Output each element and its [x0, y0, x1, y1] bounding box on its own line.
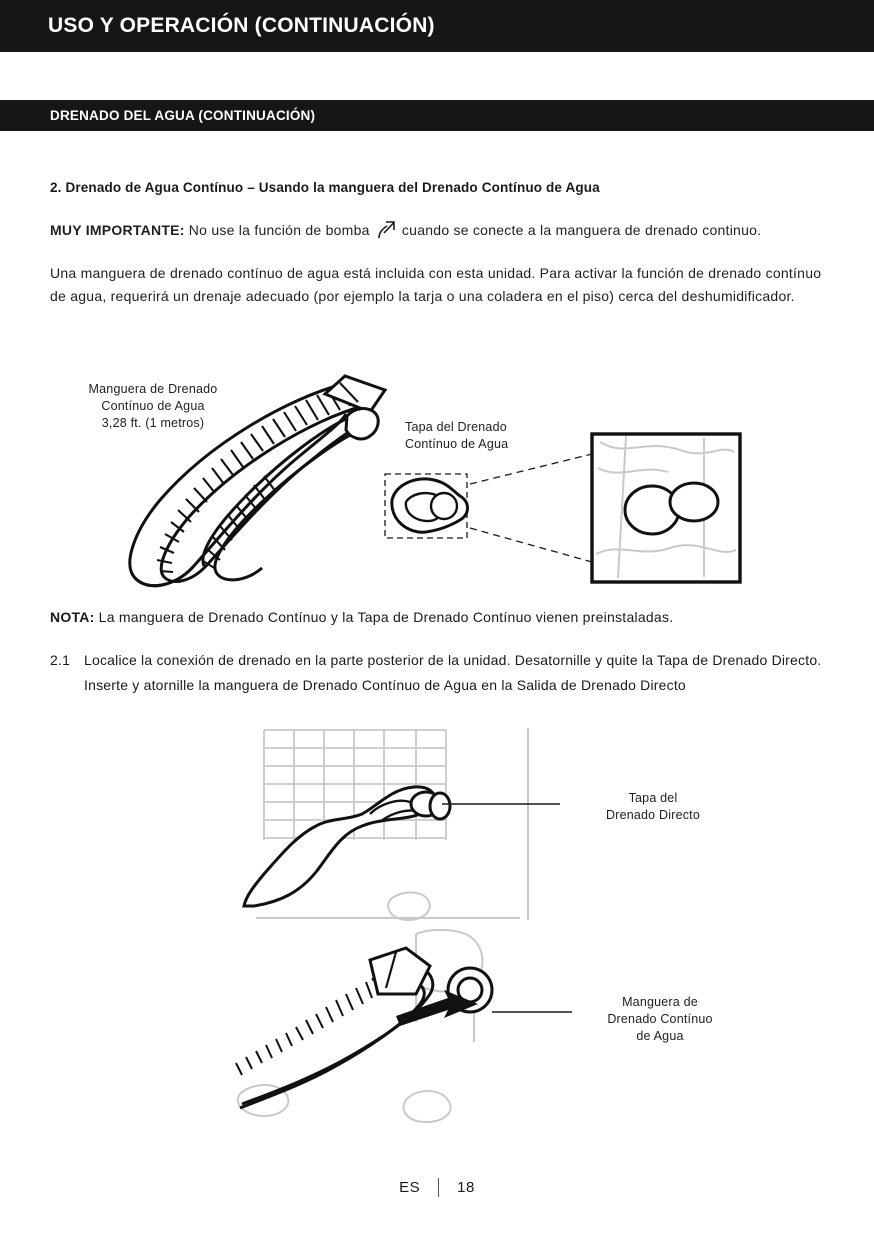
step-number: 2.1	[50, 652, 71, 668]
footer-page-number: 18	[457, 1179, 475, 1196]
cap-caption-leader	[40, 372, 830, 597]
section-title: DRENADO DEL AGUA (CONTINUACIÓN)	[50, 108, 316, 123]
cap-caption-line-1: Tapa del Drenado	[405, 420, 507, 434]
page-header	[0, 0, 874, 52]
page-footer	[0, 1178, 874, 1197]
step-2-1	[50, 648, 840, 698]
figure-two-drawing	[220, 722, 840, 1132]
continuous-hose-caption	[580, 994, 740, 1045]
cap-caption-line-2: Contínuo de Agua	[405, 437, 509, 451]
figure-continuous-drain-hose-and-cap	[40, 372, 830, 597]
note-text: La manguera de Drenado Contínuo y la Tapa de Drenado Contínuo vienen preinstaladas.	[94, 609, 674, 625]
step-text: Localice la conexión de drenado en la parte posterior de la unidad. Desatornille y quite la Tapa de Drenado Directo. Inserte y atornille la manguera de Drenado Contínuo de Agua en la Salida de Drenado Directo	[84, 652, 822, 693]
footer-language: ES	[399, 1179, 421, 1196]
intro-paragraph: Una manguera de drenado contínuo de agua está incluida con esta unidad. Para activar la función de drenado contínuo de agua, requerirá un drenaje adecuado (por ejemplo la tarja o una coladera en el piso) cerca del deshumidificador.	[50, 265, 822, 304]
hose-caption-line-2: Contínuo de Agua	[101, 399, 205, 413]
important-text-after: cuando se conecte a la manguera de drenado continuo.	[397, 222, 762, 238]
hose-caption-line-1: Manguera de Drenado	[88, 382, 218, 396]
hose-caption-line-3: 3,28 ft. (1 metros)	[101, 416, 205, 430]
figure-install-hose	[220, 722, 840, 1132]
hand-removing-direct-drain-cap	[244, 787, 560, 906]
note-label: NOTA:	[50, 609, 95, 625]
pump-arrow-icon	[375, 221, 397, 239]
note-block	[50, 606, 840, 645]
continuous-hose-caption-line-1: Manguera de	[622, 995, 698, 1009]
body-content	[50, 180, 828, 328]
footer-divider	[438, 1178, 439, 1197]
continuous-hose-caption-line-2: Drenado Contínuo	[607, 1012, 713, 1026]
direct-drain-cap-caption	[568, 790, 738, 824]
important-paragraph	[50, 219, 828, 242]
continuous-drain-hose-inserted	[236, 948, 572, 1108]
direct-drain-cap-caption-line-2: Drenado Directo	[605, 808, 700, 822]
direct-drain-cap-caption-line-1: Tapa del	[628, 791, 678, 805]
subsection-heading: 2. Drenado de Agua Contínuo – Usando la manguera del Drenado Contínuo de Agua	[50, 180, 600, 195]
page-title: USO Y OPERACIÓN (CONTINUACIÓN)	[48, 14, 435, 37]
continuous-hose-caption-line-3: de Agua	[636, 1029, 684, 1043]
section-band	[0, 100, 874, 131]
important-text-before: No use la función de bomba	[184, 222, 370, 238]
important-label: MUY IMPORTANTE:	[50, 222, 185, 238]
note-paragraph	[50, 606, 840, 629]
